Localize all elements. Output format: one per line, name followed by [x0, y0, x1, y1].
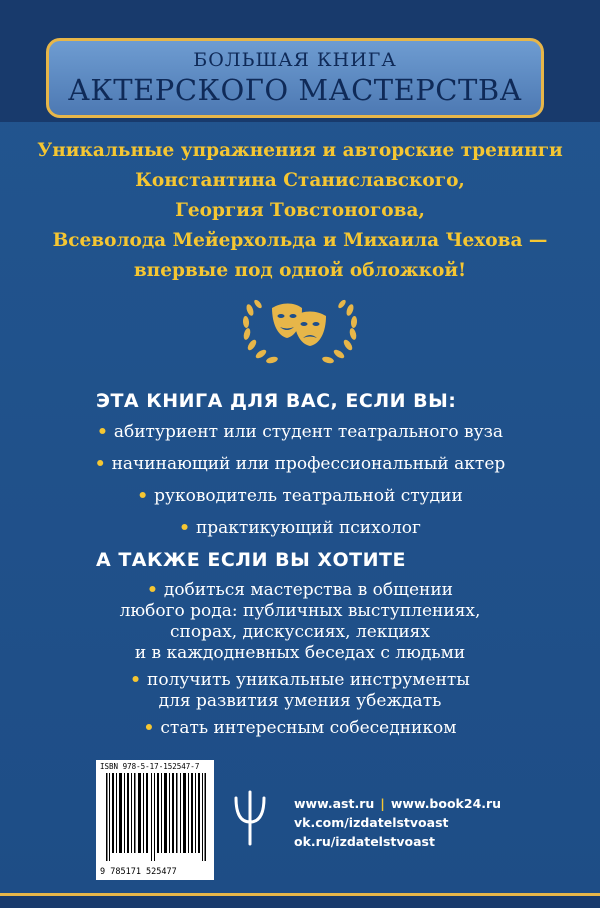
list-item-text: и в каждодневных беседах с людьми	[134, 643, 466, 663]
list-item	[0, 486, 600, 507]
list-item-text: для развития умения убеждать	[158, 691, 442, 711]
bottom-band	[0, 896, 600, 908]
title-line-1: БОЛЬШАЯ КНИГА	[193, 49, 397, 71]
link-vk[interactable]: vk.com/izdatelstvoast	[294, 815, 449, 830]
psi-logo-icon	[232, 790, 268, 846]
link-book24[interactable]: www.book24.ru	[390, 796, 502, 811]
intro-line: впервые под одной обложкой!	[133, 260, 467, 281]
title-panel	[46, 38, 544, 118]
bullet-icon: •	[146, 580, 158, 600]
isbn-label: ISBN 978-5-17-152547-7	[100, 762, 200, 771]
bullet-icon: •	[94, 454, 106, 474]
separator: |	[380, 796, 385, 811]
barcode-digits: 9 785171 525477	[100, 867, 177, 877]
intro-line: Уникальные упражнения и авторские тренинги	[37, 140, 563, 161]
title-line-2: АКТЕРСКОГО МАСТЕРСТВА	[67, 73, 523, 107]
list-item	[0, 454, 600, 475]
bullet-icon: •	[143, 718, 155, 738]
intro-line: Константина Станиславского,	[135, 170, 465, 191]
list-item-text: практикующий психолог	[195, 518, 421, 538]
list-item-text: любого рода: публичных выступлениях,	[119, 601, 481, 621]
list-item-text: руководитель театральной студии	[154, 486, 463, 506]
list-item-text: спорах, дискуссиях, лекциях	[170, 622, 430, 642]
intro-text	[20, 136, 580, 286]
for-you-heading: ЭТА КНИГА ДЛЯ ВАС, ЕСЛИ ВЫ:	[96, 390, 457, 412]
bullet-icon: •	[130, 670, 142, 690]
barcode	[96, 760, 214, 880]
list-item	[0, 718, 600, 739]
list-item-text: абитуриент или студент театрального вуза	[113, 422, 504, 442]
intro-line: Всеволода Мейерхольда и Михаила Чехова —	[52, 230, 548, 251]
also-heading: А ТАКЖЕ ЕСЛИ ВЫ ХОТИТЕ	[96, 549, 406, 571]
list-item	[0, 518, 600, 539]
bullet-icon: •	[179, 518, 190, 538]
list-item	[0, 670, 600, 712]
list-item-text: начинающий или профессиональный актер	[111, 454, 506, 474]
intro-line: Георгия Товстоногова,	[175, 200, 425, 221]
link-ok[interactable]: ok.ru/izdatelstvoast	[294, 834, 435, 849]
link-ast[interactable]: www.ast.ru	[294, 796, 375, 811]
bullet-icon: •	[96, 422, 108, 442]
bullet-icon: •	[137, 486, 149, 506]
list-item-text: получить уникальные инструменты	[147, 670, 470, 690]
barcode-bars	[106, 773, 206, 861]
theatre-masks-laurel-icon	[236, 290, 364, 366]
publisher-links	[294, 794, 501, 851]
list-item	[0, 422, 600, 443]
list-item	[0, 580, 600, 664]
list-item-text: добиться мастерства в общении	[163, 580, 454, 600]
list-item-text: стать интересным собеседником	[160, 718, 457, 738]
